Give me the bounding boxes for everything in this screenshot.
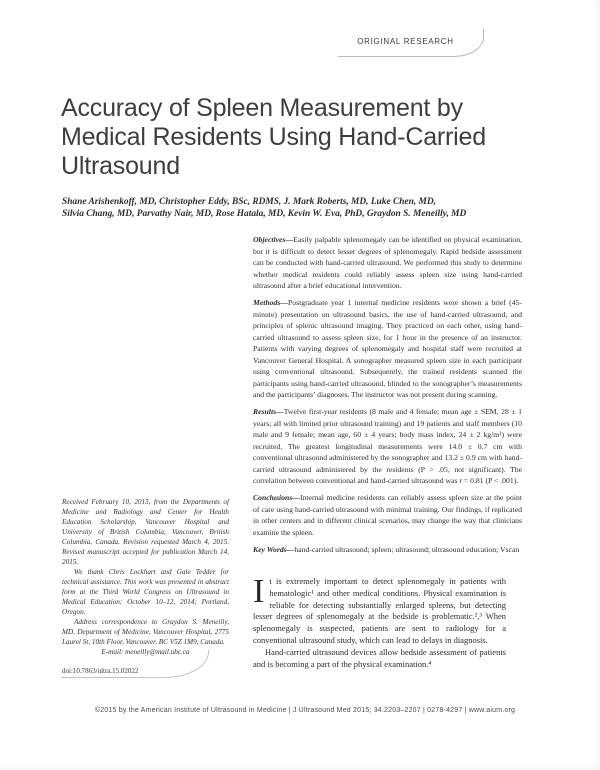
email-line: E-mail: meneilly@mail.ubc.ca [101, 648, 190, 656]
abstract [253, 234, 522, 561]
authors-line-1: Shane Arishenkoff, MD, Christopher Eddy, BSc, RDMS, J. Mark Roberts, MD, Luke Chen, MD, [62, 197, 436, 207]
drop-cap: I [253, 573, 265, 610]
objectives-text: Easily palpable splenomegaly can be identified on physical examination, but it is difficult to detect lesser degrees of splenomegaly. Rapid bedside assessment can be conducted with hand-carried ultrasound. We performed this study to determine whether medical residents could reliably assess spleen size using hand-carried ultrasound after a brief educational intervention. [253, 235, 522, 290]
author-byline [62, 197, 466, 220]
abstract-section-conclusions [253, 492, 522, 538]
abstract-section-objectives [253, 234, 522, 292]
original-research-tab [338, 29, 484, 57]
authors-line-2: Silvia Chang, MD, Parvathy Nair, MD, Rose Hatala, MD, Kevin W. Eva, PhD, Graydon S. Meneilly, MD [62, 208, 467, 219]
methods-text: Postgraduate year 1 internal medicine residents were shown a brief (45-minute) presentation on ultrasound basics, the use of hand-carried ultrasound, and principles of splenic ultrasound imaging. They practiced on each other, using hand-carried ultrasound to assess spleen size, for 1 hour in the presence of an instructor. Patients with varying degrees of splenomegaly and hospital staff were recruited at Vancouver General Hospital. A sonographer measured spleen size in each participant using conventional ultrasound. Subsequently, the trained residents scanned the participants using hand-carried ultrasound, blinded to the sonographer’s measurements and the participants’ diagnoses. The instructor was not present during scanning. [253, 298, 522, 399]
introduction-text [253, 573, 506, 670]
abstract-section-keywords [253, 544, 522, 556]
footer-copyright: ©2015 by the American Institute of Ultrasound in Medicine | J Ultrasound Med 2015; 34:2203–2207 | 0278-4297 | www.aium.org [94, 707, 516, 714]
conclusions-label: Conclusions— [253, 493, 300, 502]
methods-label: Methods— [253, 298, 289, 307]
keywords-label: Key Words— [253, 544, 295, 554]
acknowledgment-note: We thank Chris Lockhart and Gale Tedder for technical assistance. This work was presented in abstract form at the Third World Congress on Ultrasound in Medical Education; October 10–12, 2014; Portland, Oregon. [62, 568, 229, 616]
doi-line: doi:10.7863/ultra.15.02022 [62, 667, 139, 675]
keywords-text: hand-carried ultrasound; spleen; ultrasound; ultrasound education; Vscan [294, 544, 520, 554]
abstract-section-methods [253, 297, 522, 401]
conclusions-text: Internal medicine residents can reliably assess spleen size at the point of care using hand-carried ultrasound with minimal training. Our findings, if replicated in other centers and in different clinical scenarios, may change the way that clinicians examine the spleen. [253, 493, 522, 537]
received-note: Received February 10, 2015, from the Departments of Medicine and Radiology and Center for Health Education Scholarship, Vancouver Hospital and University of British Columbia, Vancouver, British Columbia, Canada. Revision requested March 4, 2015. Revised manuscript accepted for publication March 14, 2015. [62, 498, 229, 566]
correspondence-note: Address correspondence to Graydon S. Meneilly, MD, Department of Medicine, Vancouver Hospital, 2775 Laurel St, 10th Floor, Vancouver, BC V5Z 1M9, Canada. [62, 618, 229, 646]
title-line-1: Accuracy of Spleen Measurement by [61, 94, 463, 122]
intro-paragraph-1 [253, 573, 506, 647]
article-type-label: ORIGINAL RESEARCH [357, 36, 454, 46]
abstract-section-results [253, 406, 522, 487]
results-label: Results— [253, 407, 284, 416]
objectives-label: Objectives— [253, 235, 294, 244]
intro-paragraph-1-text: t is extremely important to detect splenomegaly in patients with hematologic¹ and other medical conditions. Physical examination is reliable for detecting substantially enlarged spleens, but detecting lesser degrees of splenomegaly at the bedside is problematic.²,³ When splenomegaly is suspected, patients are sent to radiology for a conventional ultrasound study, which can lead to delays in diagnosis. [253, 576, 506, 645]
sidebar-bottom-curve [61, 650, 209, 678]
title-line-3: Ultrasound [61, 152, 180, 180]
title-line-2: Medical Residents Using Hand-Carried [61, 123, 486, 151]
intro-paragraph-2: Hand-carried ultrasound devices allow bedside assessment of patients and is becoming a part of the physical examination.⁴ [253, 646, 506, 669]
results-text: Twelve first-year residents (8 male and 4 female; mean age ± SEM, 28 ± 1 years; all with limited prior ultrasound training) and 19 patients and staff members (10 male and 9 female; mean age, 60 ± 4 years; body mass index, 24 ± 2 kg/m²) were recruited. The greatest longitudinal measurements were 14.0 ± 0.7 cm with conventional ultrasound administered by the sonographer and 13.2 ± 0.9 cm with hand-carried ultrasound administered by the residents (P > .05, not significant). The correlation between conventional and hand-carried ultrasound was r = 0.81 (P < .001). [253, 407, 522, 485]
page-title [61, 94, 486, 181]
